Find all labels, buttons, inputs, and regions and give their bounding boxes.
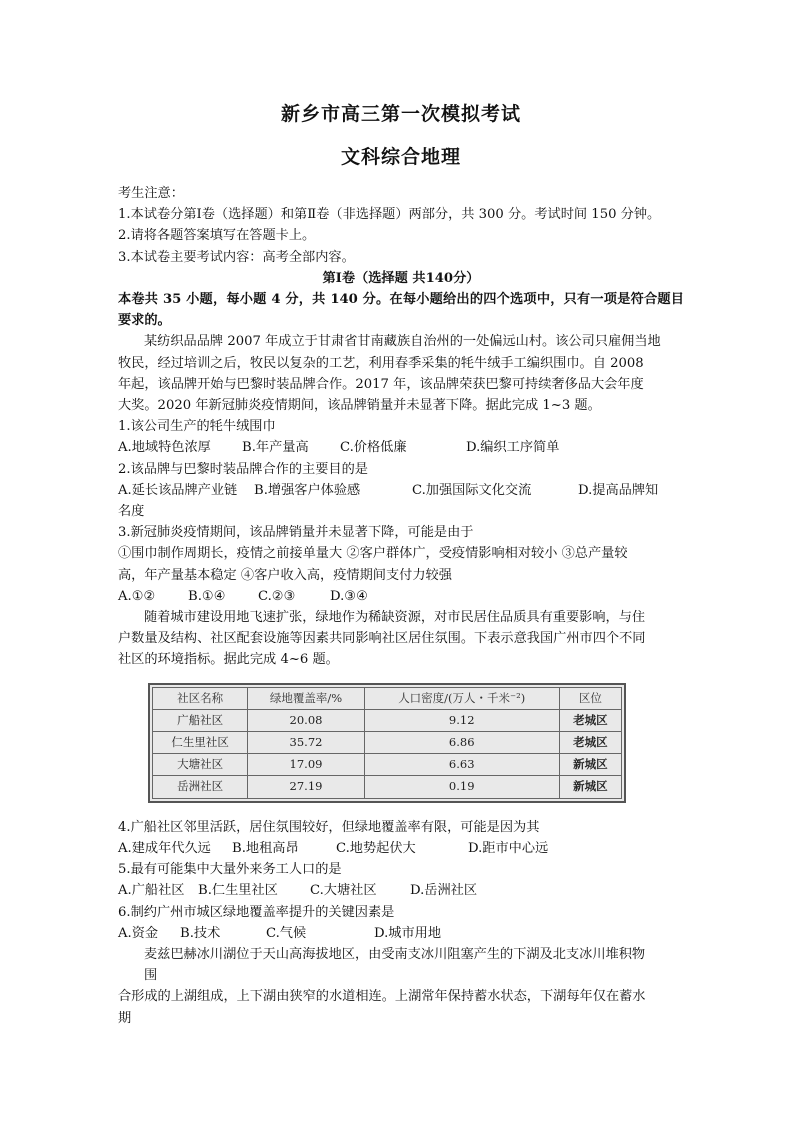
option-d: D.编织工序简单 (466, 440, 560, 456)
passage-line: 随着城市建设用地飞速扩张，绿地作为稀缺资源，对市民居住品质具有重要影响，与住 (144, 610, 646, 626)
option-a: A.建成年代久远 (118, 840, 211, 856)
question-stem: 2.该品牌与巴黎时装品牌合作的主要目的是 (118, 461, 368, 477)
column-header: 绿地覆盖率/% (248, 687, 365, 709)
table-cell: 20.08 (248, 709, 365, 731)
option-b: B.地租高昂 (232, 840, 299, 856)
exam-title: 新乡市高三第一次模拟考试 (280, 103, 521, 125)
passage-line: 麦兹巴赫冰川湖位于天山高海拔地区，由受南支冰川阻塞产生的下湖及北支冰川堆积物 (144, 946, 646, 962)
option-c: C.气候 (266, 925, 307, 941)
question-stem: 4.广船社区邻里活跃，居住氛围较好，但绿地覆盖率有限，可能是因为其 (118, 819, 540, 835)
table-cell: 广船社区 (153, 709, 248, 731)
question-6 (118, 902, 684, 944)
passage-line: 牧民，经过培训之后，牧民以复杂的工艺，利用春季采集的牦牛绒手工编织围巾。自 2008 (118, 355, 644, 371)
table-row (153, 709, 622, 731)
question-2 (118, 459, 684, 523)
table-row (153, 754, 622, 776)
passage-line: 某纺织品品牌 2007 年成立于甘肃省甘南藏族自治州的一处偏远山村。该公司只雇佣当地 (144, 334, 661, 350)
passage-line: 大奖。2020 年新冠肺炎疫情期间，该品牌销量并未显著下降。据此完成 1~3 题。 (118, 398, 601, 414)
table-cell: 新城区 (559, 776, 621, 798)
section-title: 第Ⅰ卷（选择题 共140分） (322, 270, 480, 286)
table-cell: 6.63 (364, 754, 559, 776)
column-header: 社区名称 (153, 687, 248, 709)
question-3 (118, 522, 684, 607)
question-stem: 3.新冠肺炎疫情期间，该品牌销量并未显著下降，可能是由于 (118, 525, 474, 541)
column-header: 区位 (559, 687, 621, 709)
option-d: D.③④ (330, 588, 368, 604)
table-cell: 新城区 (559, 754, 621, 776)
table-cell: 老城区 (559, 709, 621, 731)
option-d: D.城市用地 (374, 925, 442, 941)
option-c: C.大塘社区 (310, 883, 377, 899)
option-a: A.①② (118, 588, 156, 604)
question-4 (118, 817, 684, 859)
option-a: A.地域特色浓厚 (118, 440, 211, 456)
column-header: 人口密度/(万人・千米⁻²) (364, 687, 559, 709)
question-options (118, 437, 684, 458)
table-cell: 老城区 (559, 732, 621, 754)
passage-line: 围 (144, 968, 158, 984)
table-cell: 岳洲社区 (153, 776, 248, 798)
option-a: A.延长该品牌产业链 (118, 482, 238, 498)
question-1 (118, 416, 684, 458)
question-choices-line: 高，年产量基本稳定 ④客户收入高，疫情期间支付力较强 (118, 567, 452, 583)
passage-line: 合形成的上湖组成，上下湖由狭窄的水道相连。上湖常年保持蓄水状态，下湖每年仅在蓄水 (118, 989, 646, 1005)
option-b: B.增强客户体验感 (254, 482, 361, 498)
option-b: B.技术 (180, 925, 221, 941)
option-wrap: 名度 (118, 504, 145, 520)
question-stem: 5.最有可能集中大量外来务工人口的是 (118, 862, 342, 878)
table-cell: 0.19 (364, 776, 559, 798)
passage-3 (118, 944, 684, 1029)
notice-item-3: 3.本试卷主要考试内容：高考全部内容。 (118, 249, 355, 265)
question-options (118, 586, 684, 607)
table-cell: 35.72 (248, 732, 365, 754)
community-table-image (148, 683, 626, 803)
passage-line: 社区的环境指标。据此完成 4~6 题。 (118, 652, 339, 668)
question-options (118, 923, 684, 944)
table-row (153, 732, 622, 754)
passage-line: 期 (118, 1010, 132, 1026)
question-options (118, 838, 684, 859)
option-c: C.②③ (258, 588, 296, 604)
exam-subtitle: 文科综合地理 (340, 146, 461, 168)
table-cell: 17.09 (248, 754, 365, 776)
passage-line: 户数量及结构、社区配套设施等因素共同影响社区居住氛围。下表示意我国广州市四个不同 (118, 631, 646, 647)
notice-item-1: 1.本试卷分第Ⅰ卷（选择题）和第Ⅱ卷（非选择题）两部分，共 300 分。考试时间 150 分钟。 (118, 207, 661, 223)
table-cell: 6.86 (364, 732, 559, 754)
notice-item-2: 2.请将各题答案填写在答题卡上。 (118, 228, 316, 244)
notice-block (118, 183, 684, 268)
question-stem: 1.该公司生产的牦牛绒围巾 (118, 419, 276, 435)
table-cell: 仁生里社区 (153, 732, 248, 754)
option-a: A.资金 (118, 925, 159, 941)
option-a: A.广船社区 (118, 883, 185, 899)
option-b: B.年产量高 (242, 440, 309, 456)
exam-page (118, 100, 684, 1029)
option-d: D.距市中心远 (468, 840, 549, 856)
question-choices-line: ①围巾制作周期长，疫情之前接单量大 ②客户群体广，受疫情影响相对较小 ③总产量较 (118, 546, 628, 562)
question-5 (118, 859, 684, 901)
option-d: D.提高品牌知 (578, 482, 659, 498)
passage-2 (118, 607, 684, 671)
question-options (118, 480, 684, 501)
passage-line: 年起，该品牌开始与巴黎时装品牌合作。2017 年，该品牌荣获巴黎可持续奢侈品大会年度 (118, 376, 644, 392)
question-options (118, 880, 684, 901)
table-cell: 9.12 (364, 709, 559, 731)
table-header-row (153, 687, 622, 709)
question-stem: 6.制约广州市城区绿地覆盖率提升的关键因素是 (118, 904, 395, 920)
option-c: C.加强国际文化交流 (412, 482, 532, 498)
option-d: D.岳洲社区 (410, 883, 478, 899)
table-cell: 大塘社区 (153, 754, 248, 776)
option-b: B.仁生里社区 (198, 883, 278, 899)
option-c: C.价格低廉 (340, 440, 407, 456)
notice-heading: 考生注意： (118, 186, 184, 201)
table-row (153, 776, 622, 798)
community-table (152, 687, 622, 799)
section-instruction: 本卷共 35 小题，每小题 4 分，共 140 分。在每小题给出的四个选项中，只有一项是符合题目要求的。 (118, 292, 684, 329)
option-b: B.①④ (188, 588, 226, 604)
passage-1 (118, 331, 684, 416)
option-c: C.地势起伏大 (336, 840, 416, 856)
table-cell: 27.19 (248, 776, 365, 798)
